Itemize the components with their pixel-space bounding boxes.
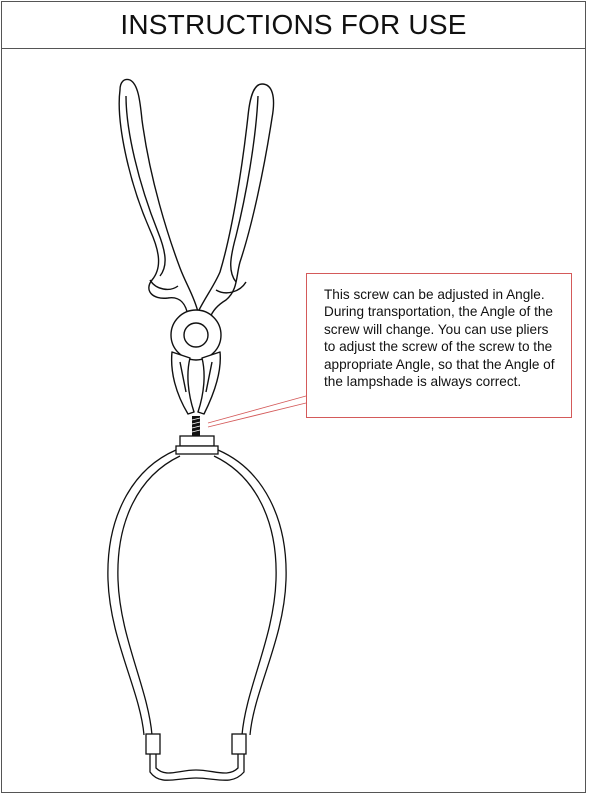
callout-box [306,273,572,418]
callout-text: This screw can be adjusted in Angle. During transportation, the Angle of the screw will change. You can use pliers to adjust the screw of the screw to the appropriate Angle, so that the Angle of the lampshade is always correct. [324,287,555,390]
lamp-harp-frame [108,436,286,780]
pliers-icon [119,79,273,414]
adjustment-screw [192,416,200,436]
callout-leader-line [208,396,306,427]
page-title: INSTRUCTIONS FOR USE [120,9,467,40]
